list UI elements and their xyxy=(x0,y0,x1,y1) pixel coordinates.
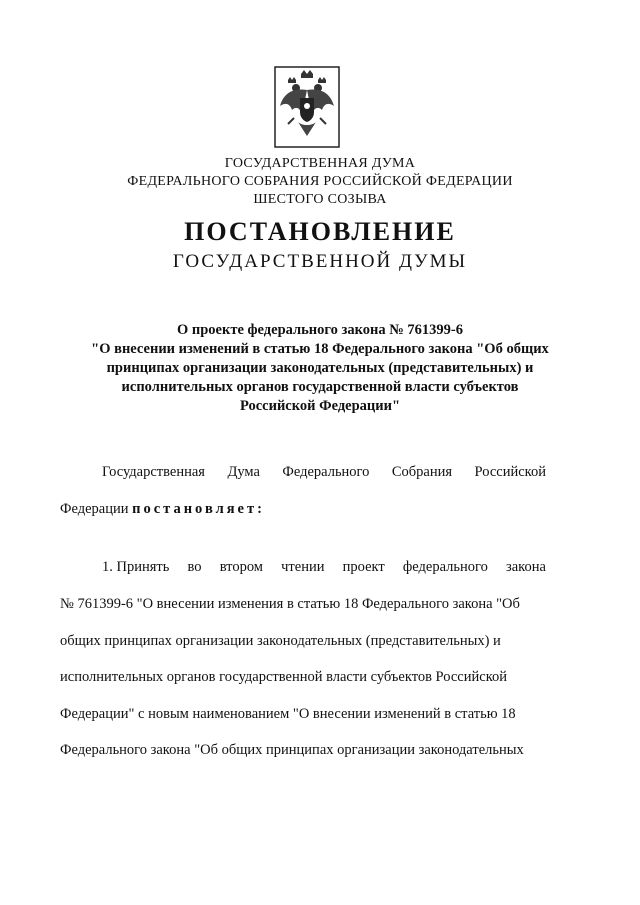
preamble-federation: Федерации xyxy=(60,501,133,517)
state-emblem xyxy=(274,66,340,148)
header-line-duma: ГОСУДАРСТВЕННАЯ ДУМА xyxy=(224,156,416,171)
preamble-word: Дума xyxy=(227,464,260,480)
subject-line: принципах организации законодательных (представительных) и xyxy=(106,360,534,376)
subject-line: "О внесении изменений в статью 18 Федерального закона "Об общих xyxy=(91,341,549,357)
subject-line: О проекте федерального закона № 761399-6 xyxy=(176,322,464,338)
resolves-word: постановляет: xyxy=(132,501,265,517)
document-header xyxy=(0,155,640,209)
preamble-line-2 xyxy=(60,499,546,519)
paragraph-word: закона xyxy=(506,559,546,575)
paragraph1-line-3: общих принципах организации законодательных (представительных) и xyxy=(60,633,501,649)
preamble-word: Собрания xyxy=(391,464,453,480)
header-line-assembly: ФЕДЕРАЛЬНОГО СОБРАНИЯ РОССИЙСКОЙ ФЕДЕРАЦИИ xyxy=(127,174,513,189)
paragraph1-line-4: исполнительных органов государственной власти субъектов Российской xyxy=(60,669,508,685)
paragraph-word: во xyxy=(187,559,202,575)
paragraph1-line-5: Федерации" с новым наименованием "О внесении изменений в статью 18 xyxy=(60,706,516,722)
paragraph1-line-6: Федерального закона "Об общих принципах организации законодательных xyxy=(60,742,524,758)
paragraph-word: 1. Принять xyxy=(102,559,170,575)
paragraph-word: федерального xyxy=(402,559,488,575)
document-title: ПОСТАНОВЛЕНИЕ xyxy=(184,217,456,246)
preamble-word: Российской xyxy=(474,464,546,480)
subject-line: исполнительных органов государственной власти субъектов xyxy=(121,379,519,395)
header-line-convocation: ШЕСТОГО СОЗЫВА xyxy=(253,192,387,207)
preamble-word: Государственная xyxy=(102,464,205,480)
document-subject xyxy=(60,321,580,416)
document-subtitle: ГОСУДАРСТВЕННОЙ ДУМЫ xyxy=(172,251,468,272)
paragraph-word: втором xyxy=(219,559,263,575)
paragraph-word: чтении xyxy=(281,559,325,575)
paragraph-word: проект xyxy=(342,559,385,575)
paragraph1-line-2: № 761399-6 "О внесении изменения в статью 18 Федерального закона "Об xyxy=(60,596,520,612)
preamble-line-1 xyxy=(60,462,546,482)
subject-line: Российской Федерации" xyxy=(239,398,401,414)
paragraph1-line-1 xyxy=(60,557,546,577)
preamble-word: Федерального xyxy=(282,464,370,480)
